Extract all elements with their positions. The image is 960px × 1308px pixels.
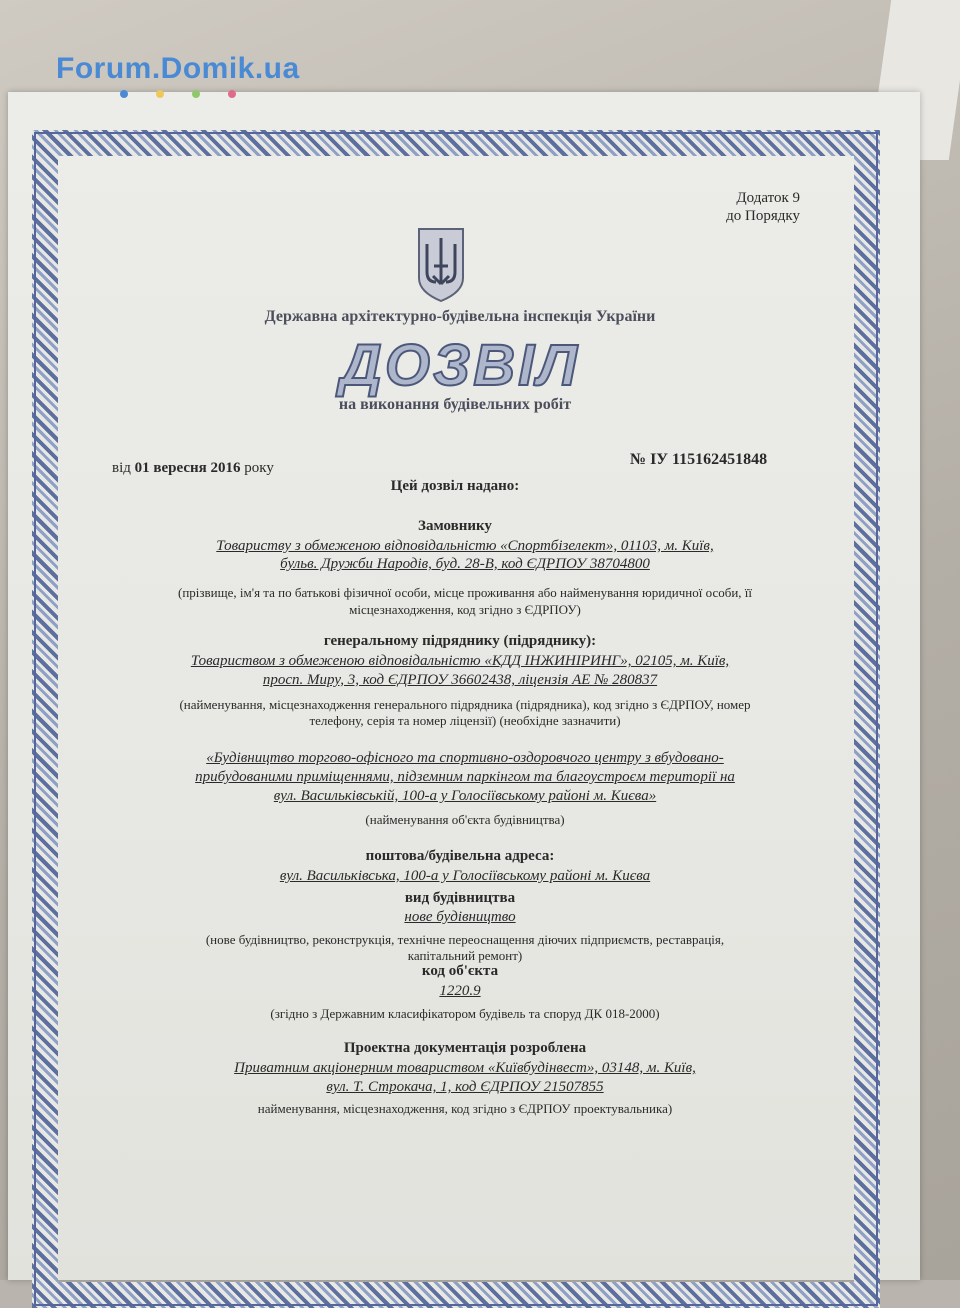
contractor-note2: телефону, серія та номер ліцензії) (необхідне зазначити) [309,713,621,728]
trident-emblem-icon [416,226,466,304]
object-code-note: (згідно з Державним класифікатором будівель та споруд ДК 018-2000) [270,1006,660,1021]
contractor-heading: генеральному підряднику (підряднику): [323,633,597,649]
contractor-note1: (найменування, місцезнаходження генерального підрядника (підрядника), код згідно з ЄДРПОУ, номер [179,697,751,712]
construction-type-value: нове будівництво [404,909,516,925]
contractor-line1: Товариством з обмеженою відповідальністю «КДД ІНЖИНІРИНГ», 02105, м. Київ, [190,653,730,669]
date-suffix: року [244,460,274,476]
issuing-authority: Державна архітектурно-будівельна інспекція України [264,308,656,325]
contractor-line2: просп. Миру, 3, код ЄДРПОУ 36602438, ліцензія АЕ № 280837 [262,672,658,688]
object-note: (найменування об'єкта будівництва) [365,812,565,827]
document-title: ДОЗВІЛ [340,333,581,398]
object-code-heading: код об'єкта [421,963,499,979]
site-watermark [56,52,300,98]
issue-date [112,460,274,477]
design-line2: вул. Т. Строкача, 1, код ЄДРПОУ 21507855 [326,1079,604,1095]
watermark-dots [120,90,236,98]
address-value: вул. Васильківська, 100-а у Голосіївському районі м. Києва [279,868,651,884]
watermark-dot [228,90,236,98]
customer-heading: Замовнику [418,518,492,534]
watermark-dot [156,90,164,98]
construction-type-note1: (нове будівництво, реконструкція, технічне переоснащення діючих підприємств, реставрація, [205,932,725,947]
construction-type-note2: капітальний ремонт) [407,948,523,963]
watermark-dot [120,90,128,98]
watermark-text: Forum.Domik.ua [56,52,300,85]
customer-line2: бульв. Дружби Народів, буд. 28-В, код ЄДРПОУ 38704800 [280,556,650,572]
appendix-line1: Додаток 9 [736,190,800,206]
design-line1: Приватним акціонерним товариством «Київбудінвест», 03148, м. Київ, [234,1060,696,1076]
customer-line1: Товариству з обмеженою відповідальністю «Спортбізелект», 01103, м. Київ, [216,538,714,554]
object-line3: вул. Васильківській, 100-а у Голосіївському районі м. Києва» [273,788,657,804]
construction-type-heading: вид будівництва [404,890,516,906]
date-prefix: від [112,460,131,476]
date-value: 01 вересня 2016 [134,460,241,476]
watermark-dot [192,90,200,98]
granted-to-label: Цей дозвіл надано: [390,478,520,494]
design-note: найменування, місцезнаходження, код згідно з ЄДРПОУ проектувальника) [257,1101,673,1116]
customer-note1: (прізвище, ім'я та по батькові фізичної особи, місце проживання або найменування юридичної особи, її [177,585,753,600]
design-heading: Проектна документація розроблена [343,1040,587,1056]
address-heading: поштова/будівельна адреса: [365,848,555,864]
object-line2: прибудованими приміщеннями, підземним паркінгом та благоустроєм території на [195,769,735,785]
object-code-value: 1220.9 [439,983,481,999]
appendix-line2: до Порядку [726,208,800,224]
document-subtitle: на виконання будівельних робіт [338,396,572,413]
customer-note2: місцезнаходження, код згідно з ЄДРПОУ) [349,602,581,617]
object-line1: «Будівництво торгово-офісного та спортивно-оздоровчого центру з вбудовано- [206,750,724,766]
permit-number: № ІУ 115162451848 [630,451,768,468]
